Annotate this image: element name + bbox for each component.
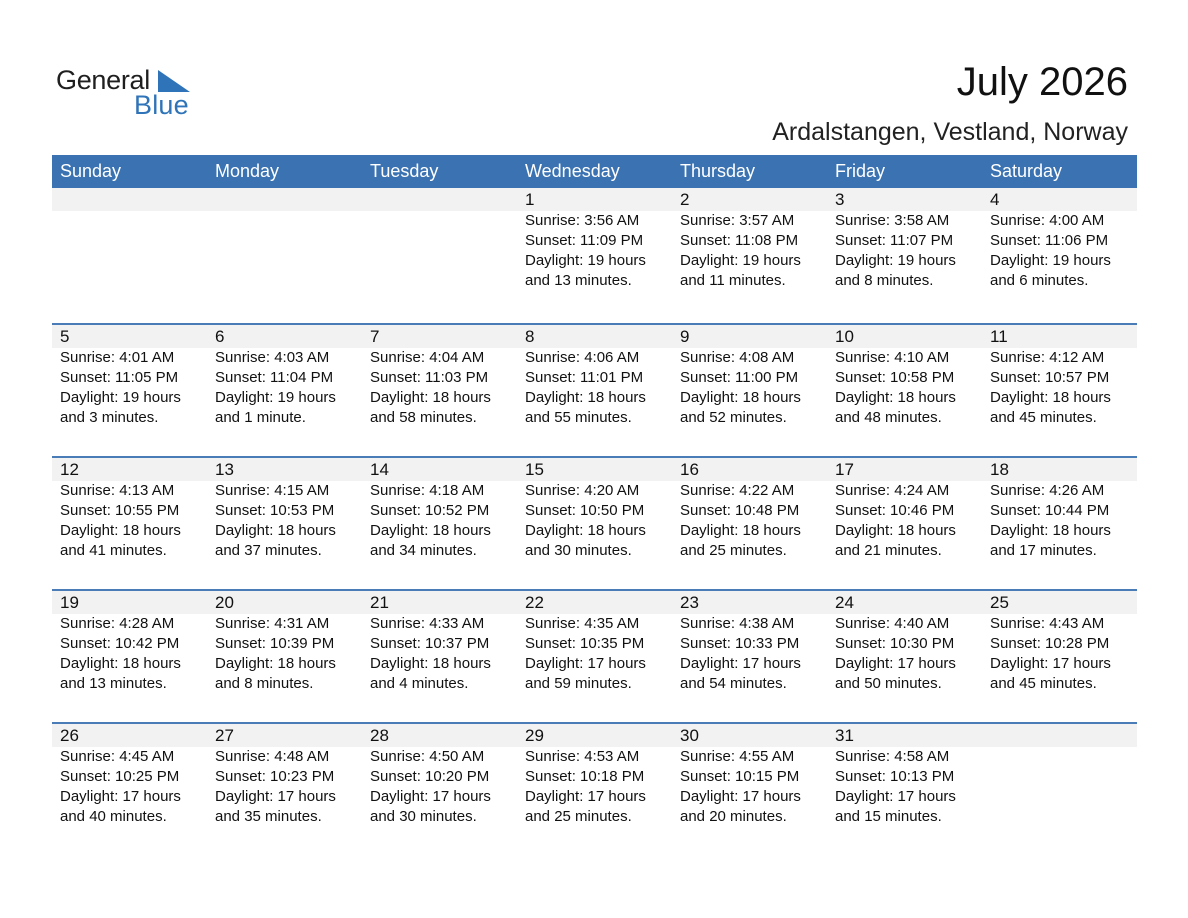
day-cell bbox=[672, 458, 827, 561]
daylight-text: Daylight: 17 hours bbox=[680, 655, 801, 672]
day-number: 11 bbox=[990, 327, 1008, 346]
day-cell bbox=[207, 724, 362, 827]
sunrise-text: Sunrise: 4:31 AM bbox=[215, 615, 330, 632]
sunrise-text: Sunrise: 4:22 AM bbox=[680, 482, 795, 499]
day-cell bbox=[672, 188, 827, 291]
day-number: 17 bbox=[835, 460, 854, 479]
sunrise-text: Sunrise: 4:03 AM bbox=[215, 349, 330, 366]
sunrise-text: Sunrise: 4:15 AM bbox=[215, 482, 330, 499]
daylight-minutes-text: and 4 minutes. bbox=[370, 675, 469, 692]
sunrise-text: Sunrise: 4:40 AM bbox=[835, 615, 950, 632]
sunrise-text: Sunrise: 4:50 AM bbox=[370, 748, 485, 765]
day-number: 18 bbox=[990, 460, 1009, 479]
sunrise-text: Sunrise: 4:58 AM bbox=[835, 748, 950, 765]
weekday-monday: Monday bbox=[215, 161, 280, 181]
sunset-text: Sunset: 10:55 PM bbox=[60, 502, 180, 519]
sunrise-text: Sunrise: 4:08 AM bbox=[680, 349, 795, 366]
sunset-text: Sunset: 10:46 PM bbox=[835, 502, 955, 519]
day-number: 6 bbox=[215, 327, 225, 346]
daylight-minutes-text: and 58 minutes. bbox=[370, 409, 477, 426]
sunset-text: Sunset: 10:58 PM bbox=[835, 369, 955, 386]
empty-day-cell bbox=[362, 188, 517, 291]
day-cell bbox=[827, 591, 982, 694]
day-number: 22 bbox=[525, 593, 544, 612]
sunset-text: Sunset: 10:25 PM bbox=[60, 768, 180, 785]
location-subtitle: Ardalstangen, Vestland, Norway bbox=[772, 118, 1128, 146]
day-number: 3 bbox=[835, 190, 845, 209]
sunset-text: Sunset: 10:50 PM bbox=[525, 502, 645, 519]
sunset-text: Sunset: 10:28 PM bbox=[990, 635, 1110, 652]
daylight-minutes-text: and 20 minutes. bbox=[680, 808, 787, 825]
daylight-minutes-text: and 1 minute. bbox=[215, 409, 306, 426]
day-number: 20 bbox=[215, 593, 234, 612]
daylight-minutes-text: and 13 minutes. bbox=[60, 675, 167, 692]
daylight-minutes-text: and 40 minutes. bbox=[60, 808, 167, 825]
daylight-text: Daylight: 19 hours bbox=[990, 252, 1111, 269]
daylight-text: Daylight: 17 hours bbox=[525, 655, 646, 672]
day-number: 5 bbox=[60, 327, 70, 346]
weekday-sunday: Sunday bbox=[60, 161, 122, 181]
daylight-minutes-text: and 52 minutes. bbox=[680, 409, 787, 426]
sunrise-text: Sunrise: 4:04 AM bbox=[370, 349, 485, 366]
sunset-text: Sunset: 10:35 PM bbox=[525, 635, 645, 652]
daylight-text: Daylight: 18 hours bbox=[525, 522, 646, 539]
day-cell bbox=[362, 325, 517, 428]
daylight-text: Daylight: 19 hours bbox=[835, 252, 956, 269]
sunset-text: Sunset: 11:01 PM bbox=[525, 369, 644, 386]
sunrise-text: Sunrise: 4:38 AM bbox=[680, 615, 795, 632]
daylight-text: Daylight: 18 hours bbox=[370, 655, 491, 672]
daylight-text: Daylight: 18 hours bbox=[215, 522, 336, 539]
day-number: 12 bbox=[60, 460, 79, 479]
sunset-text: Sunset: 10:13 PM bbox=[835, 768, 955, 785]
sunset-text: Sunset: 11:00 PM bbox=[680, 369, 799, 386]
day-cell bbox=[52, 325, 207, 428]
empty-day-cell bbox=[52, 188, 207, 291]
sunset-text: Sunset: 10:53 PM bbox=[215, 502, 335, 519]
day-number: 10 bbox=[835, 327, 854, 346]
sunrise-text: Sunrise: 4:33 AM bbox=[370, 615, 485, 632]
week-row bbox=[52, 722, 1137, 855]
daylight-text: Daylight: 18 hours bbox=[680, 389, 801, 406]
day-cell bbox=[672, 325, 827, 428]
daylight-text: Daylight: 17 hours bbox=[680, 788, 801, 805]
sunrise-text: Sunrise: 4:18 AM bbox=[370, 482, 485, 499]
day-number: 28 bbox=[370, 726, 389, 745]
daylight-text: Daylight: 17 hours bbox=[215, 788, 336, 805]
weekday-tuesday: Tuesday bbox=[370, 161, 439, 181]
day-cell bbox=[362, 458, 517, 561]
sunrise-text: Sunrise: 4:13 AM bbox=[60, 482, 175, 499]
sunset-text: Sunset: 11:05 PM bbox=[60, 369, 179, 386]
daylight-text: Daylight: 19 hours bbox=[60, 389, 181, 406]
day-number: 29 bbox=[525, 726, 544, 745]
sunset-text: Sunset: 10:30 PM bbox=[835, 635, 955, 652]
day-number: 15 bbox=[525, 460, 544, 479]
calendar bbox=[52, 155, 1137, 855]
daylight-text: Daylight: 17 hours bbox=[525, 788, 646, 805]
daylight-minutes-text: and 50 minutes. bbox=[835, 675, 942, 692]
sunset-text: Sunset: 10:42 PM bbox=[60, 635, 180, 652]
sunset-text: Sunset: 10:33 PM bbox=[680, 635, 800, 652]
day-number: 1 bbox=[525, 190, 535, 209]
day-number: 4 bbox=[990, 190, 1000, 209]
week-row bbox=[52, 323, 1137, 456]
daylight-text: Daylight: 17 hours bbox=[990, 655, 1111, 672]
sunset-text: Sunset: 10:52 PM bbox=[370, 502, 490, 519]
day-cell bbox=[517, 325, 672, 428]
daylight-minutes-text: and 6 minutes. bbox=[990, 272, 1089, 289]
day-cell bbox=[982, 591, 1137, 694]
logo bbox=[56, 64, 206, 120]
day-cell bbox=[982, 458, 1137, 561]
sunrise-text: Sunrise: 4:24 AM bbox=[835, 482, 950, 499]
day-cell bbox=[982, 325, 1137, 428]
daylight-text: Daylight: 18 hours bbox=[990, 522, 1111, 539]
day-cell bbox=[207, 325, 362, 428]
daylight-text: Daylight: 18 hours bbox=[370, 389, 491, 406]
sunrise-text: Sunrise: 4:48 AM bbox=[215, 748, 330, 765]
daylight-text: Daylight: 19 hours bbox=[215, 389, 336, 406]
daylight-minutes-text: and 48 minutes. bbox=[835, 409, 942, 426]
day-cell bbox=[52, 591, 207, 694]
sunset-text: Sunset: 10:48 PM bbox=[680, 502, 800, 519]
day-number: 26 bbox=[60, 726, 79, 745]
daylight-text: Daylight: 18 hours bbox=[215, 655, 336, 672]
day-cell bbox=[672, 591, 827, 694]
daylight-minutes-text: and 54 minutes. bbox=[680, 675, 787, 692]
day-number: 24 bbox=[835, 593, 854, 612]
sunset-text: Sunset: 11:06 PM bbox=[990, 232, 1109, 249]
week-cells bbox=[52, 188, 1137, 291]
daylight-minutes-text: and 8 minutes. bbox=[215, 675, 314, 692]
daylight-text: Daylight: 18 hours bbox=[60, 655, 181, 672]
daylight-text: Daylight: 18 hours bbox=[835, 522, 956, 539]
daylight-text: Daylight: 18 hours bbox=[370, 522, 491, 539]
week-row bbox=[52, 589, 1137, 722]
weekday-friday: Friday bbox=[835, 161, 886, 181]
week-cells bbox=[52, 591, 1137, 694]
day-number: 31 bbox=[835, 726, 854, 745]
daylight-minutes-text: and 55 minutes. bbox=[525, 409, 632, 426]
day-number: 2 bbox=[680, 190, 690, 209]
day-cell bbox=[982, 188, 1137, 291]
day-cell bbox=[517, 458, 672, 561]
day-number: 7 bbox=[370, 327, 380, 346]
daylight-text: Daylight: 18 hours bbox=[525, 389, 646, 406]
logo-blue-text: Blue bbox=[134, 90, 189, 120]
sunset-text: Sunset: 10:39 PM bbox=[215, 635, 335, 652]
sunrise-text: Sunrise: 4:06 AM bbox=[525, 349, 640, 366]
daylight-minutes-text: and 11 minutes. bbox=[680, 272, 786, 289]
day-number: 9 bbox=[680, 327, 690, 346]
weekday-thursday: Thursday bbox=[680, 161, 756, 181]
daylight-text: Daylight: 17 hours bbox=[835, 788, 956, 805]
logo-general-text: General bbox=[56, 65, 150, 95]
weekday-saturday: Saturday bbox=[990, 161, 1063, 181]
sunset-text: Sunset: 10:44 PM bbox=[990, 502, 1110, 519]
day-cell bbox=[362, 591, 517, 694]
daylight-minutes-text: and 30 minutes. bbox=[525, 542, 632, 559]
sunset-text: Sunset: 11:03 PM bbox=[370, 369, 489, 386]
week-cells bbox=[52, 724, 1137, 827]
sunset-text: Sunset: 10:20 PM bbox=[370, 768, 490, 785]
sunrise-text: Sunrise: 4:01 AM bbox=[60, 349, 175, 366]
week-cells bbox=[52, 325, 1137, 428]
sunset-text: Sunset: 11:07 PM bbox=[835, 232, 954, 249]
daylight-text: Daylight: 17 hours bbox=[835, 655, 956, 672]
daylight-text: Daylight: 19 hours bbox=[525, 252, 646, 269]
empty-day-cell bbox=[982, 724, 1137, 827]
empty-day-cell bbox=[207, 188, 362, 291]
daylight-minutes-text: and 37 minutes. bbox=[215, 542, 322, 559]
day-cell bbox=[517, 724, 672, 827]
daylight-minutes-text: and 3 minutes. bbox=[60, 409, 159, 426]
sunrise-text: Sunrise: 4:12 AM bbox=[990, 349, 1105, 366]
day-cell bbox=[827, 458, 982, 561]
day-number: 21 bbox=[370, 593, 389, 612]
day-number: 30 bbox=[680, 726, 699, 745]
sunrise-text: Sunrise: 3:58 AM bbox=[835, 212, 950, 229]
weekday-wednesday: Wednesday bbox=[525, 161, 620, 181]
daylight-text: Daylight: 19 hours bbox=[680, 252, 801, 269]
week-row bbox=[52, 456, 1137, 589]
week-row bbox=[52, 188, 1137, 323]
page-title: July 2026 bbox=[956, 60, 1128, 104]
sunrise-text: Sunrise: 4:43 AM bbox=[990, 615, 1105, 632]
sunrise-text: Sunrise: 4:55 AM bbox=[680, 748, 795, 765]
daylight-minutes-text: and 13 minutes. bbox=[525, 272, 632, 289]
sunset-text: Sunset: 10:37 PM bbox=[370, 635, 490, 652]
weekday-header bbox=[52, 155, 1137, 188]
sunrise-text: Sunrise: 4:53 AM bbox=[525, 748, 640, 765]
day-number: 8 bbox=[525, 327, 535, 346]
day-cell bbox=[52, 458, 207, 561]
sunset-text: Sunset: 10:15 PM bbox=[680, 768, 800, 785]
week-cells bbox=[52, 458, 1137, 561]
daylight-text: Daylight: 18 hours bbox=[60, 522, 181, 539]
day-cell bbox=[207, 458, 362, 561]
daylight-text: Daylight: 18 hours bbox=[680, 522, 801, 539]
daylight-minutes-text: and 34 minutes. bbox=[370, 542, 477, 559]
day-cell bbox=[362, 724, 517, 827]
daylight-text: Daylight: 18 hours bbox=[990, 389, 1111, 406]
daylight-minutes-text: and 41 minutes. bbox=[60, 542, 167, 559]
day-cell bbox=[207, 591, 362, 694]
sunset-text: Sunset: 11:08 PM bbox=[680, 232, 799, 249]
sunrise-text: Sunrise: 3:56 AM bbox=[525, 212, 640, 229]
day-number: 27 bbox=[215, 726, 234, 745]
day-number: 14 bbox=[370, 460, 389, 479]
sunrise-text: Sunrise: 4:20 AM bbox=[525, 482, 640, 499]
daylight-minutes-text: and 15 minutes. bbox=[835, 808, 942, 825]
sunrise-text: Sunrise: 4:10 AM bbox=[835, 349, 950, 366]
day-cell bbox=[827, 188, 982, 291]
daylight-minutes-text: and 8 minutes. bbox=[835, 272, 934, 289]
daylight-minutes-text: and 35 minutes. bbox=[215, 808, 322, 825]
sunrise-text: Sunrise: 4:35 AM bbox=[525, 615, 640, 632]
weeks-container bbox=[52, 188, 1137, 855]
daylight-minutes-text: and 25 minutes. bbox=[525, 808, 632, 825]
sunrise-text: Sunrise: 4:28 AM bbox=[60, 615, 175, 632]
day-number: 19 bbox=[60, 593, 79, 612]
day-cell bbox=[827, 325, 982, 428]
sunset-text: Sunset: 11:04 PM bbox=[215, 369, 334, 386]
sunset-text: Sunset: 10:57 PM bbox=[990, 369, 1110, 386]
sunrise-text: Sunrise: 4:45 AM bbox=[60, 748, 175, 765]
sunset-text: Sunset: 10:23 PM bbox=[215, 768, 335, 785]
day-cell bbox=[52, 724, 207, 827]
day-cell bbox=[672, 724, 827, 827]
day-cell bbox=[517, 188, 672, 291]
day-number: 25 bbox=[990, 593, 1009, 612]
day-number: 23 bbox=[680, 593, 699, 612]
daylight-minutes-text: and 45 minutes. bbox=[990, 675, 1097, 692]
sunrise-text: Sunrise: 3:57 AM bbox=[680, 212, 795, 229]
daylight-minutes-text: and 30 minutes. bbox=[370, 808, 477, 825]
daylight-minutes-text: and 17 minutes. bbox=[990, 542, 1097, 559]
day-number: 13 bbox=[215, 460, 234, 479]
daylight-minutes-text: and 25 minutes. bbox=[680, 542, 787, 559]
sunset-text: Sunset: 10:18 PM bbox=[525, 768, 645, 785]
sunrise-text: Sunrise: 4:26 AM bbox=[990, 482, 1105, 499]
daylight-text: Daylight: 17 hours bbox=[60, 788, 181, 805]
daylight-minutes-text: and 21 minutes. bbox=[835, 542, 942, 559]
day-cell bbox=[517, 591, 672, 694]
sunset-text: Sunset: 11:09 PM bbox=[525, 232, 644, 249]
daylight-minutes-text: and 59 minutes. bbox=[525, 675, 632, 692]
sunrise-text: Sunrise: 4:00 AM bbox=[990, 212, 1105, 229]
day-number: 16 bbox=[680, 460, 699, 479]
daylight-text: Daylight: 18 hours bbox=[835, 389, 956, 406]
daylight-minutes-text: and 45 minutes. bbox=[990, 409, 1097, 426]
daylight-text: Daylight: 17 hours bbox=[370, 788, 491, 805]
day-cell bbox=[827, 724, 982, 827]
